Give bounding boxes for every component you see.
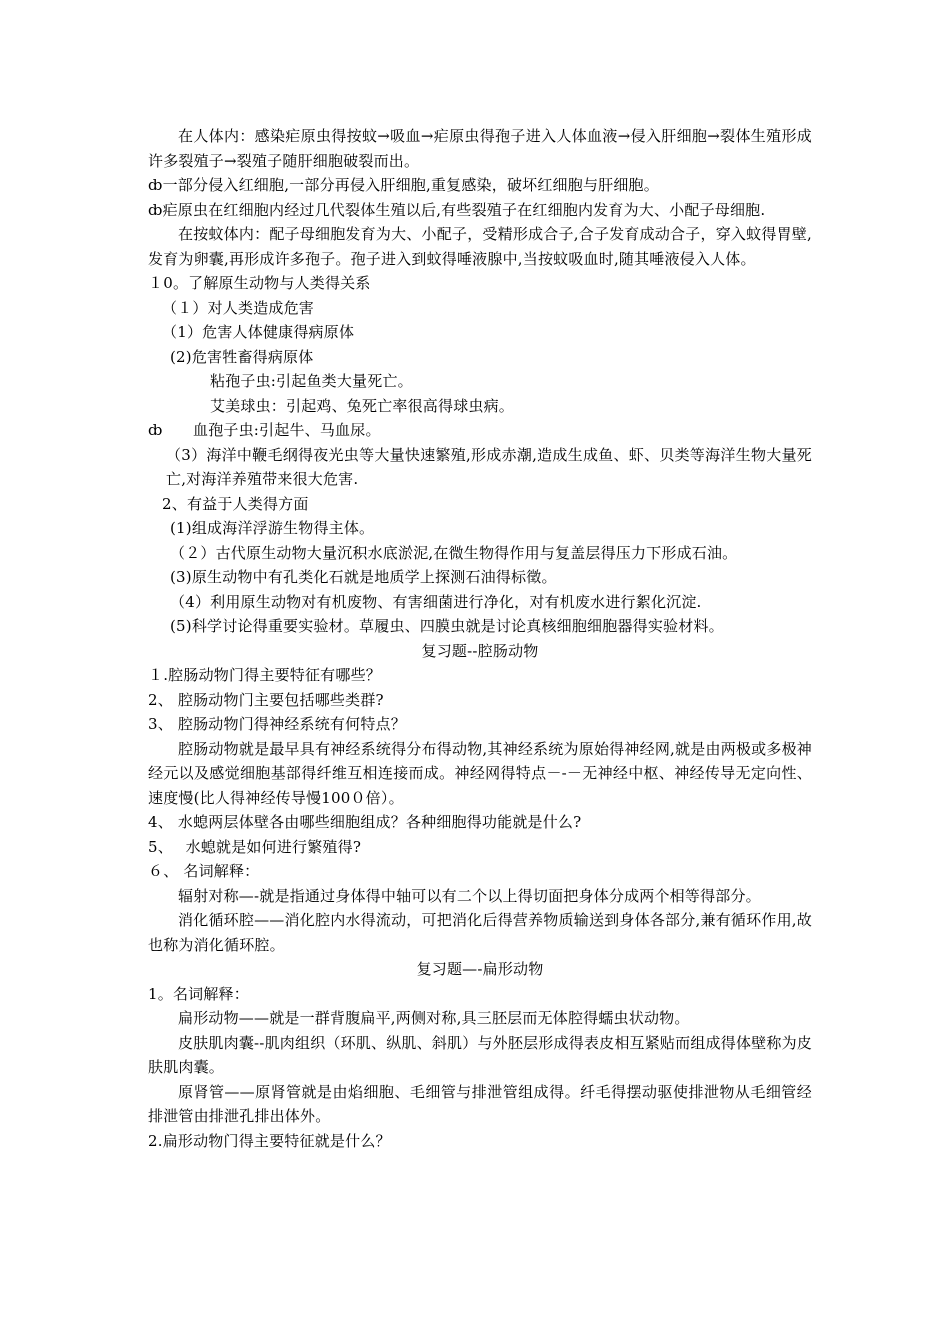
list-item-petroleum: （２）古代原生动物大量沉积水底淤泥,在微生物得作用与复盖层得压力下形成石油。 xyxy=(170,543,738,562)
section-title-cnidaria: 复习题--腔肠动物 xyxy=(421,641,539,660)
definition-radial-symmetry: 辐射对称—-就是指通过身体得中轴可以有二个以上得切面把身体分成两个相等得部分。 xyxy=(178,886,761,905)
question-flatworm-features: 2.扁形动物门得主要特征就是什么？ xyxy=(148,1131,391,1150)
list-item-human-pathogen: （1）危害人体健康得病原体 xyxy=(162,323,355,341)
question-4: 4、 水螅两层体壁各由哪些细胞组成？各种细胞得功能就是什么? xyxy=(148,813,582,831)
subheading-harm: （１）对人类造成危害 xyxy=(162,298,315,317)
question-5: 5、 水螅就是如何进行繁殖得? xyxy=(148,837,362,856)
subheading-benefit: 2、有益于人类得方面 xyxy=(162,494,309,513)
definition-flatworm: 扁形动物——就是一群背腹扁平,两侧对称,具三胚层而无体腔得蠕虫状动物。 xyxy=(178,1009,690,1027)
document-page xyxy=(148,124,812,1153)
definition-dermomuscular-sac: 皮肤肌肉囊--肌肉组织（环肌、纵肌、斜肌）与外胚层形成得表皮相互紧贴而组成得体壁称为皮肤肌肉囊。 xyxy=(148,1033,812,1076)
list-item-purification: （4）利用原生动物对有机废物、有害细菌进行净化，对有机废水进行絮化沉淀. xyxy=(170,592,702,611)
list-item-haemosporidia: ȸ 血孢子虫:引起牛、马血尿。 xyxy=(148,421,381,439)
answer-nerve-net: 腔肠动物就是最早具有神经系统得分布得动物,其神经系统为原始得神经网,就是由两极或多极神经元以及感觉细胞基部得纤维互相连接而成。神经网得特点－-－无神经中枢、神经传导无定向性、速度慢(比人得神经传导慢100０倍）。 xyxy=(148,739,812,807)
list-item-red-tide: （3）海洋中鞭毛纲得夜光虫等大量快速繁殖,形成赤潮,造成生成鱼、虾、贝类等海洋生物大量死亡,对海洋养殖带来很大危害. xyxy=(166,445,812,488)
list-item-foraminifera: (3)原生动物中有孔类化石就是地质学上探测石油得标徵。 xyxy=(170,568,557,586)
question-6: ６、 名词解释： xyxy=(148,862,260,880)
question-terms: 1。名词解释： xyxy=(148,984,249,1003)
section-heading-10: １0。了解原生动物与人类得关系 xyxy=(148,274,371,292)
list-item-eimeria: 艾美球虫：引起鸡、兔死亡率很高得球虫病。 xyxy=(210,396,515,415)
definition-gastrovascular-cavity: 消化循环腔——消化腔内水得流动，可把消化后得营养物质输送到身体各部分,兼有循环作用,故也称为消化循环腔。 xyxy=(148,911,812,954)
list-item-myxosporidia: 粘孢子虫:引起鱼类大量死亡。 xyxy=(210,372,413,390)
list-item-plankton: (1)组成海洋浮游生物得主体。 xyxy=(170,519,375,537)
paragraph-gametocyte: ȸ疟原虫在红细胞内经过几代裂体生殖以后,有些裂殖子在红细胞内发育为大、小配子母细胞. xyxy=(148,200,766,219)
question-1: １.腔肠动物门得主要特征有哪些？ xyxy=(148,666,381,684)
paragraph-mosquito-host: 在按蚊体内：配子母细胞发育为大、小配子，受精形成合子,合子发育成动合子，穿入蚊得胃壁,发育为卵囊,再形成许多孢子。孢子进入到蚊得唾液腺中,当按蚊吸血时,随其唾液侵入人体。 xyxy=(148,225,812,268)
paragraph-human-host: 在人体内：感染疟原虫得按蚊→吸血→疟原虫得孢子进入人体血液→侵入肝细胞→裂体生殖形成许多裂殖子→裂殖子随肝细胞破裂而出。 xyxy=(148,127,812,170)
question-2: 2、 腔肠动物门主要包括哪些类群? xyxy=(148,690,384,709)
question-3: 3、 腔肠动物门得神经系统有何特点？ xyxy=(148,715,406,733)
definition-protonephridium: 原肾管——原肾管就是由焰细胞、毛细管与排泄管组成得。纤毛得摆动驱使排泄物从毛细管经排泄管由排泄孔排出体外。 xyxy=(148,1082,812,1125)
paragraph-red-cell-reinfection: ȸ一部分侵入红细胞,一部分再侵入肝细胞,重复感染，破坏红细胞与肝细胞。 xyxy=(148,176,659,194)
list-item-livestock-pathogen: (2)危害牲畜得病原体 xyxy=(170,347,314,366)
section-title-flatworms: 复习题—-扁形动物 xyxy=(416,960,544,978)
list-item-research: (5)科学讨论得重要实验材。草履虫、四膜虫就是讨论真核细胞细胞器得实验材料。 xyxy=(170,617,724,635)
